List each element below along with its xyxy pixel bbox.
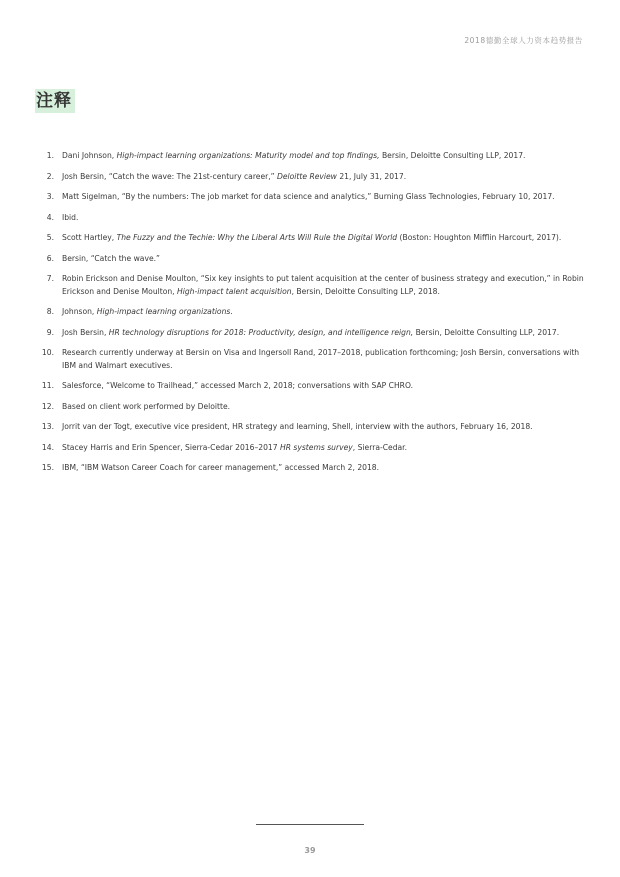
endnote-text-segment: . [230, 307, 233, 316]
endnote-text-segment: Scott Hartley, [62, 233, 117, 242]
endnote-number: 10. [41, 348, 54, 357]
endnote-text [62, 306, 585, 319]
endnote-number: 3. [46, 192, 54, 201]
endnote-text [62, 401, 585, 414]
endnote-number: 5. [46, 233, 54, 242]
endnote-number: 8. [46, 307, 54, 316]
endnote-item [35, 212, 585, 225]
endnote-item [35, 421, 585, 434]
endnote-text [62, 327, 585, 340]
endnote-text [62, 273, 585, 298]
endnote-text-segment: Bersin, “Catch the wave.” [62, 253, 160, 263]
endnote-number: 12. [41, 401, 54, 411]
endnotes-list [35, 150, 585, 483]
endnote-title-italic: HR technology disruptions for 2018: Productivity, design, and intelligence reign, [108, 327, 414, 337]
running-header: 2018德勤全球人力资本趋势报告 [464, 36, 583, 45]
endnote-item [35, 191, 585, 204]
endnote-text [62, 380, 585, 393]
endnote-text [62, 421, 585, 434]
endnote-text [62, 212, 585, 225]
endnote-title-italic: HR systems survey [280, 442, 353, 452]
endnote-text [62, 171, 585, 184]
endnote-text-segment: Research currently underway at Bersin on Visa and Ingersoll Rand, 2017–2018, publication forthcoming; Josh Bersin, conversations with IBM and Walmart executives. [62, 348, 580, 370]
endnote-number: 2. [46, 171, 54, 181]
section-title: 注释 [35, 89, 75, 113]
endnote-text-segment: Dani Johnson, [62, 151, 117, 160]
endnote-text-segment: IBM, “IBM Watson Career Coach for career management,” accessed March 2, 2018. [62, 463, 380, 472]
endnote-number: 4. [46, 212, 54, 222]
footer-rule [256, 824, 364, 825]
endnote-number: 9. [46, 327, 54, 337]
endnote-title-italic: High-impact learning organizations: Maturity model and top findings, [116, 151, 380, 160]
endnote-text-segment: Stacey Harris and Erin Spencer, Sierra-Cedar 2016–2017 [62, 442, 280, 452]
endnote-text-segment: (Boston: Houghton Mifflin Harcourt, 2017). [397, 233, 562, 242]
endnote-title-italic: The Fuzzy and the Techie: Why the Liberal Arts Will Rule the Digital World [116, 233, 398, 242]
endnote-text-segment: Robin Erickson and Denise Moulton, “Six key insights to put talent acquisition at the center of business strategy and execution,” in Robin Erickson and Denise Moulton, [62, 274, 584, 296]
endnote-item [35, 273, 585, 298]
endnote-text [62, 442, 585, 455]
endnote-title-italic: High-impact talent acquisition [177, 286, 292, 296]
endnote-title-italic: High-impact learning organizations [96, 307, 231, 316]
endnote-item [35, 306, 585, 319]
endnote-text-segment: Johnson, [62, 307, 97, 316]
endnote-text-segment: Based on client work performed by Deloitte. [62, 401, 231, 411]
endnote-item [35, 150, 585, 163]
endnote-text-segment: 21, July 31, 2017. [336, 171, 407, 181]
endnote-item [35, 380, 585, 393]
endnote-text [62, 347, 585, 372]
endnote-item [35, 462, 585, 475]
endnote-number: 14. [41, 442, 54, 452]
endnote-title-italic: Deloitte Review [277, 171, 337, 181]
endnote-number: 15. [41, 463, 54, 472]
endnote-item [35, 171, 585, 184]
endnote-item [35, 347, 585, 372]
endnote-item [35, 253, 585, 266]
endnote-text-segment: Josh Bersin, [62, 327, 109, 337]
endnote-item [35, 442, 585, 455]
endnote-number: 1. [46, 151, 54, 160]
endnote-text-segment: Josh Bersin, “Catch the wave: The 21st-century career,” [62, 171, 278, 181]
endnote-text-segment: Bersin, Deloitte Consulting LLP, 2017. [379, 151, 526, 160]
endnote-text-segment: Jorrit van der Togt, executive vice president, HR strategy and learning, Shell, interview with the authors, February 16, 2018. [62, 422, 533, 431]
endnote-text-segment: Ibid. [62, 212, 79, 222]
endnote-text-segment: Bersin, Deloitte Consulting LLP, 2017. [413, 327, 560, 337]
endnote-text [62, 232, 585, 245]
endnote-text-segment: Salesforce, “Welcome to Trailhead,” accessed March 2, 2018; conversations with SAP CHRO. [62, 381, 414, 390]
endnote-text [62, 253, 585, 266]
endnote-number: 11. [41, 381, 54, 390]
endnote-number: 13. [41, 422, 54, 431]
endnote-text-segment: , Sierra-Cedar. [352, 442, 408, 452]
endnote-text-segment: , Bersin, Deloitte Consulting LLP, 2018. [291, 286, 440, 296]
endnote-item [35, 327, 585, 340]
endnote-text [62, 462, 585, 475]
endnote-text [62, 191, 585, 204]
endnote-text [62, 150, 585, 163]
endnote-item [35, 401, 585, 414]
page-number: 39 [304, 846, 316, 855]
endnote-item [35, 232, 585, 245]
endnote-number: 7. [46, 274, 54, 283]
endnote-number: 6. [46, 253, 54, 263]
endnote-text-segment: Matt Sigelman, “By the numbers: The job market for data science and analytics,” Burning Glass Technologies, February 10, 2017. [62, 192, 555, 201]
